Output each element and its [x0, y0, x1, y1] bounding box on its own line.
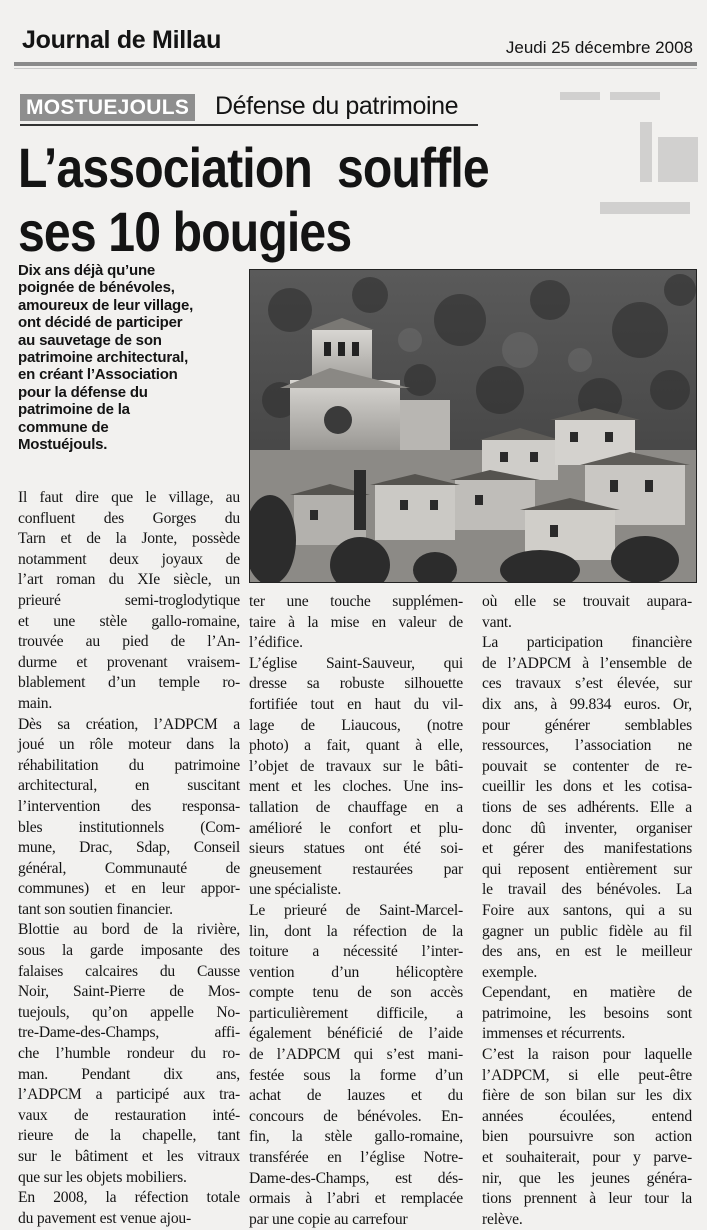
body-line: pour générer semblables: [482, 716, 692, 734]
header-rule-thin: [14, 68, 697, 69]
lead-line: Dix ans déjà qu’une: [18, 262, 156, 279]
body-line: vention d’un hélicoptère: [249, 963, 463, 981]
body-column-2: [249, 592, 463, 1230]
body-line: lin, dont la réfection de la: [249, 922, 463, 940]
body-line: l’intervention des responsa-: [18, 797, 240, 815]
article-photo: [249, 269, 697, 583]
body-line: ressources, l’association ne: [482, 737, 692, 755]
body-line: Foire aux santons, qui a su: [482, 901, 692, 919]
body-line: Dès sa création, l’ADPCM a: [18, 715, 240, 733]
body-line: bles institutionnels (Com-: [18, 818, 240, 836]
headline-line: L’association souffle: [18, 136, 489, 199]
body-line: trouvée au pied de l’An-: [18, 633, 240, 651]
body-line: immenses et récurrents.: [482, 1025, 626, 1043]
body-line: général, Communauté de: [18, 859, 240, 877]
body-line: également bénéficié de l’aide: [249, 1025, 463, 1043]
body-line: le travail des bénévoles. La: [482, 881, 692, 899]
body-line: sur le bâtiment et les vitraux: [18, 1148, 240, 1165]
paper-name: Journal de Millau: [22, 26, 222, 54]
body-line: fière de son bilan sur les dix: [482, 1087, 692, 1105]
body-line: par une copie au carrefour: [249, 1210, 408, 1228]
body-line: particulièrement difficile, a: [249, 1004, 463, 1022]
body-line: notamment deux joyaux de: [18, 550, 240, 568]
body-line: sieurs statues ont été soi-: [249, 840, 463, 858]
body-line: une spécialiste.: [249, 881, 342, 899]
body-line: que sur les objets mobiliers.: [18, 1168, 187, 1186]
header-rule: [14, 62, 697, 66]
lead-line: amoureux de leur village,: [18, 296, 194, 314]
body-line: gagner un public fidèle au fil: [482, 922, 692, 940]
body-line: Il faut dire que le village, au: [18, 489, 240, 506]
body-line: nir, que les jeunes généra-: [482, 1169, 692, 1187]
body-line: taire à la mise en valeur de: [249, 613, 463, 631]
body-line: tions prennent à leur tour la: [482, 1190, 692, 1208]
body-line: che l’humble rondeur du ro-: [18, 1045, 240, 1063]
location-kicker: MOSTUEJOULS: [20, 94, 195, 121]
body-line: dresse sa robuste silhouette: [249, 675, 463, 693]
lead-paragraph: [18, 262, 258, 453]
body-line: communes) et en leur appor-: [18, 880, 240, 898]
body-line: joué un rôle moteur dans la: [18, 736, 240, 754]
body-line: bien poursuivre son action: [482, 1128, 692, 1146]
body-line: et souhaiterait, pour y parve-: [482, 1149, 692, 1167]
village-photo-graphic: [250, 270, 696, 582]
body-line: toiture a nécessité l’inter-: [249, 943, 463, 961]
body-line: blablement d’un temple ro-: [18, 674, 240, 692]
body-line: Dame-des-Champs, est dés-: [249, 1169, 463, 1187]
body-line: des ans, en est le meilleur: [482, 943, 692, 961]
body-line: festée sous la forme d’un: [249, 1066, 463, 1084]
body-line: ormais à l’abri et remplacée: [249, 1190, 463, 1208]
lead-line: pour la défense du: [18, 383, 148, 401]
body-line: du pavement est venue ajou-: [18, 1209, 191, 1227]
body-line: Noir, Saint-Pierre de Mos-: [18, 983, 240, 1001]
body-line: Cependant, en matière de: [482, 984, 692, 1002]
body-line: confluent des Gorges du: [18, 509, 240, 527]
lead-line: commune de: [18, 418, 109, 436]
body-line: man. Pendant dix ans,: [18, 1065, 240, 1083]
section-topic: Défense du patrimoine: [215, 92, 459, 120]
body-line: et une stèle gallo-romaine,: [18, 612, 240, 630]
body-line: où elle se trouvait aupara-: [482, 593, 692, 610]
body-line: fin, la stèle gallo-romaine,: [249, 1128, 463, 1146]
body-line: La participation financière: [482, 634, 692, 652]
headline-line: ses 10 bougies: [18, 200, 352, 263]
lead-line: poignée de bénévoles,: [18, 279, 175, 297]
body-line: En 2008, la réfection totale: [18, 1189, 240, 1207]
body-line: durme et provenant vraisem-: [18, 653, 240, 671]
body-line: années écoulées, entend: [482, 1107, 692, 1125]
body-line: pouvait se contenter de re-: [482, 757, 692, 775]
body-line: l’objet de travaux sur le bâti-: [249, 757, 463, 775]
body-line: concours de bénévoles. En-: [249, 1107, 463, 1125]
body-line: exemple.: [482, 963, 538, 981]
body-line: vaux de restauration inté-: [18, 1106, 240, 1124]
body-line: cueillir les dons et les cotisa-: [482, 778, 692, 796]
lead-line: Mostuéjouls.: [18, 436, 108, 454]
body-line: tallation de chauffage en a: [249, 798, 463, 816]
body-line: C’est la raison pour laquelle: [482, 1046, 692, 1064]
body-line: l’art roman du XIe siècle, un: [18, 571, 240, 589]
kicker-underline: [20, 124, 478, 126]
body-column-1: [18, 488, 240, 1229]
body-line: mune, Drac, Sdap, Conseil: [18, 839, 240, 857]
body-line: patrimoine, les besoins sont: [482, 1004, 692, 1022]
body-line: et gérer des manifestations: [482, 840, 692, 858]
body-line: de l’ADPCM à l’ensemble de: [482, 654, 692, 672]
body-line: tuejouls, qu’on appelle No-: [18, 1003, 240, 1021]
body-line: fortifiée tout en haut du vil-: [249, 695, 463, 713]
body-line: prieuré semi-troglodytique: [18, 591, 240, 609]
body-line: l’édifice.: [249, 634, 303, 652]
lead-line: patrimoine architectural,: [18, 349, 189, 367]
body-line: qui reposent entièrement sur: [482, 860, 692, 878]
body-line: rieure de la chapelle, tant: [18, 1127, 240, 1145]
body-line: tant son soutien financier.: [18, 900, 173, 918]
body-line: architectural, en suscitant: [18, 777, 240, 795]
body-line: compte tenu de son accès: [249, 984, 463, 1002]
body-line: lage de Liaucous, (notre: [249, 716, 463, 734]
body-line: relève.: [482, 1210, 523, 1228]
body-line: achat de lauzes et du: [249, 1087, 463, 1105]
body-line: ment et les cloches. Une ins-: [249, 778, 463, 796]
body-line: Blottie au bord de la rivière,: [18, 921, 240, 939]
body-line: tre-Dame-des-Champs, affi-: [18, 1024, 240, 1042]
body-column-3: [482, 592, 692, 1230]
body-line: photo) a fait, quant à elle,: [249, 737, 463, 755]
body-line: Tarn et de la Jonte, possède: [18, 530, 240, 548]
issue-date: Jeudi 25 décembre 2008: [505, 38, 693, 57]
body-line: tions de ses adhérents. Elle a: [482, 798, 692, 816]
body-line: gneusement restaurées par: [249, 860, 463, 878]
bleed-through-decoration: [540, 82, 707, 242]
body-line: Le prieuré de Saint-Marcel-: [249, 901, 463, 919]
body-line: vant.: [482, 613, 512, 631]
body-line: transférée en l’église Notre-: [249, 1149, 463, 1167]
body-line: réhabilitation du patrimoine: [18, 756, 240, 774]
body-line: dix ans, à 99.834 euros. Or,: [482, 695, 692, 713]
lead-line: au sauvetage de son: [18, 331, 162, 349]
body-line: ces travaux s’est élevée, sur: [482, 675, 692, 693]
body-line: L’église Saint-Sauveur, qui: [249, 654, 463, 672]
body-line: ter une touche supplémen-: [249, 593, 463, 610]
body-line: main.: [18, 694, 53, 712]
body-line: l’ADPCM, si elle peut-être: [482, 1066, 692, 1084]
body-line: donc dû inventer, organiser: [482, 819, 692, 837]
ghost-letters-graphic: [540, 82, 707, 242]
lead-line: ont décidé de participer: [18, 314, 183, 332]
body-line: l’ADPCM a participé aux tra-: [18, 1086, 240, 1104]
body-line: amélioré le confort et plu-: [249, 819, 463, 837]
body-line: sous la garde imposante des: [18, 942, 240, 960]
headline: [18, 136, 534, 264]
body-line: falaises calcaires du Causse: [18, 962, 240, 980]
lead-line: patrimoine de la: [18, 401, 130, 419]
lead-line: en créant l’Association: [18, 366, 178, 384]
body-line: de l’ADPCM qui s’est mani-: [249, 1046, 463, 1064]
